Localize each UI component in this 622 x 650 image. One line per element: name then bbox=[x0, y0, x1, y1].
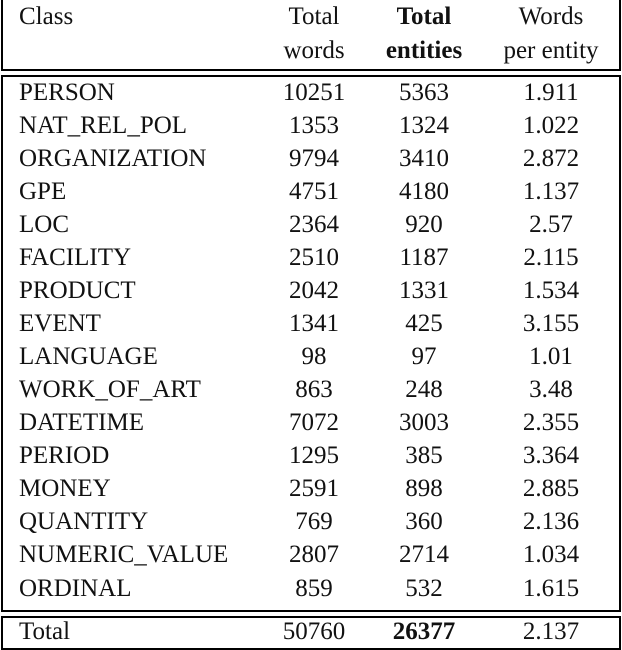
table-row bbox=[0, 241, 622, 274]
table-row bbox=[0, 373, 622, 406]
total-words-cell: 2364 bbox=[289, 211, 339, 238]
total-words-cell: 10251 bbox=[282, 79, 346, 106]
total-words-cell: 1295 bbox=[289, 442, 339, 469]
class-cell: GPE bbox=[19, 178, 67, 205]
class-cell: WORK_OF_ART bbox=[19, 376, 201, 403]
class-cell: ORGANIZATION bbox=[19, 145, 207, 172]
header-total-words-line2: words bbox=[283, 37, 345, 64]
table-row bbox=[0, 142, 622, 175]
total-words-cell: 98 bbox=[301, 343, 327, 370]
words-per-entity-cell: 3.48 bbox=[529, 376, 573, 403]
table-row bbox=[0, 406, 622, 439]
header-total-entities-line2: entities bbox=[385, 37, 463, 64]
total-words-cell: 2042 bbox=[289, 277, 339, 304]
table-row bbox=[0, 175, 622, 208]
total-entities-cell: 898 bbox=[405, 475, 443, 502]
table-row bbox=[0, 505, 622, 538]
table-row bbox=[0, 307, 622, 340]
total-words-cell: 859 bbox=[295, 575, 333, 602]
total-entities-cell: 2714 bbox=[399, 541, 449, 568]
total-entities-cell: 5363 bbox=[399, 79, 449, 106]
table-row bbox=[0, 109, 622, 142]
words-per-entity-cell: 1.01 bbox=[529, 343, 573, 370]
class-cell: NAT_REL_POL bbox=[19, 112, 188, 139]
table-row bbox=[0, 208, 622, 241]
total-label: Total bbox=[19, 618, 71, 645]
total-entities-cell: 1324 bbox=[399, 112, 449, 139]
total-row bbox=[0, 615, 622, 648]
words-per-entity-cell: 1.022 bbox=[522, 112, 580, 139]
table-row bbox=[0, 572, 622, 605]
words-per-entity-cell: 2.355 bbox=[522, 409, 580, 436]
total-entities-cell: 4180 bbox=[399, 178, 449, 205]
class-cell: PERSON bbox=[19, 79, 115, 106]
total-entities-cell: 3003 bbox=[399, 409, 449, 436]
words-per-entity-cell: 2.136 bbox=[522, 508, 580, 535]
total-entities-cell: 425 bbox=[405, 310, 443, 337]
class-cell: PERIOD bbox=[19, 442, 110, 469]
total-entities-cell: 1331 bbox=[399, 277, 449, 304]
total-words-sum: 50760 bbox=[282, 618, 346, 645]
header-words-per-entity-line2: per entity bbox=[503, 37, 599, 64]
words-per-entity-cell: 1.534 bbox=[522, 277, 580, 304]
total-words-cell: 863 bbox=[295, 376, 333, 403]
words-per-entity-cell: 2.115 bbox=[523, 244, 579, 271]
header-total-entities-line1: Total bbox=[396, 3, 452, 30]
total-words-cell: 2591 bbox=[289, 475, 339, 502]
header-words-per-entity-line1: Words bbox=[518, 3, 584, 30]
class-cell: NUMERIC_VALUE bbox=[19, 541, 229, 568]
words-per-entity-cell: 1.911 bbox=[523, 79, 579, 106]
class-cell: ORDINAL bbox=[19, 575, 132, 602]
words-per-entity-cell: 2.872 bbox=[522, 145, 580, 172]
total-words-cell: 4751 bbox=[289, 178, 339, 205]
total-words-cell: 2510 bbox=[289, 244, 339, 271]
total-words-cell: 1341 bbox=[289, 310, 339, 337]
words-per-entity-cell: 2.885 bbox=[522, 475, 580, 502]
words-per-entity-cell: 3.364 bbox=[522, 442, 580, 469]
total-words-cell: 2807 bbox=[289, 541, 339, 568]
total-words-per-entity: 2.137 bbox=[522, 618, 580, 645]
total-words-cell: 7072 bbox=[289, 409, 339, 436]
words-per-entity-cell: 3.155 bbox=[522, 310, 580, 337]
total-entities-cell: 360 bbox=[405, 508, 443, 535]
total-entities-cell: 3410 bbox=[399, 145, 449, 172]
class-cell: DATETIME bbox=[19, 409, 144, 436]
total-entities-cell: 248 bbox=[405, 376, 443, 403]
total-entities-cell: 97 bbox=[411, 343, 437, 370]
table-row bbox=[0, 439, 622, 472]
total-words-cell: 1353 bbox=[289, 112, 339, 139]
words-per-entity-cell: 2.57 bbox=[529, 211, 573, 238]
total-words-cell: 769 bbox=[295, 508, 333, 535]
table-row bbox=[0, 76, 622, 109]
class-cell: EVENT bbox=[19, 310, 101, 337]
class-cell: MONEY bbox=[19, 475, 111, 502]
class-cell: FACILITY bbox=[19, 244, 132, 271]
words-per-entity-cell: 1.034 bbox=[522, 541, 580, 568]
total-entities-cell: 385 bbox=[405, 442, 443, 469]
class-cell: LOC bbox=[19, 211, 69, 238]
total-entities-cell: 920 bbox=[405, 211, 443, 238]
table-row bbox=[0, 538, 622, 571]
class-cell: QUANTITY bbox=[19, 508, 149, 535]
table-row bbox=[0, 472, 622, 505]
class-cell: PRODUCT bbox=[19, 277, 136, 304]
total-words-cell: 9794 bbox=[289, 145, 339, 172]
total-entities-sum: 26377 bbox=[392, 618, 456, 645]
class-cell: LANGUAGE bbox=[19, 343, 158, 370]
table-row bbox=[0, 340, 622, 373]
table-row bbox=[0, 274, 622, 307]
header-class: Class bbox=[19, 3, 74, 30]
words-per-entity-cell: 1.137 bbox=[522, 178, 580, 205]
words-per-entity-cell: 1.615 bbox=[522, 575, 580, 602]
total-entities-cell: 532 bbox=[405, 575, 443, 602]
header-total-words-line1: Total bbox=[288, 3, 340, 30]
total-entities-cell: 1187 bbox=[399, 244, 449, 271]
